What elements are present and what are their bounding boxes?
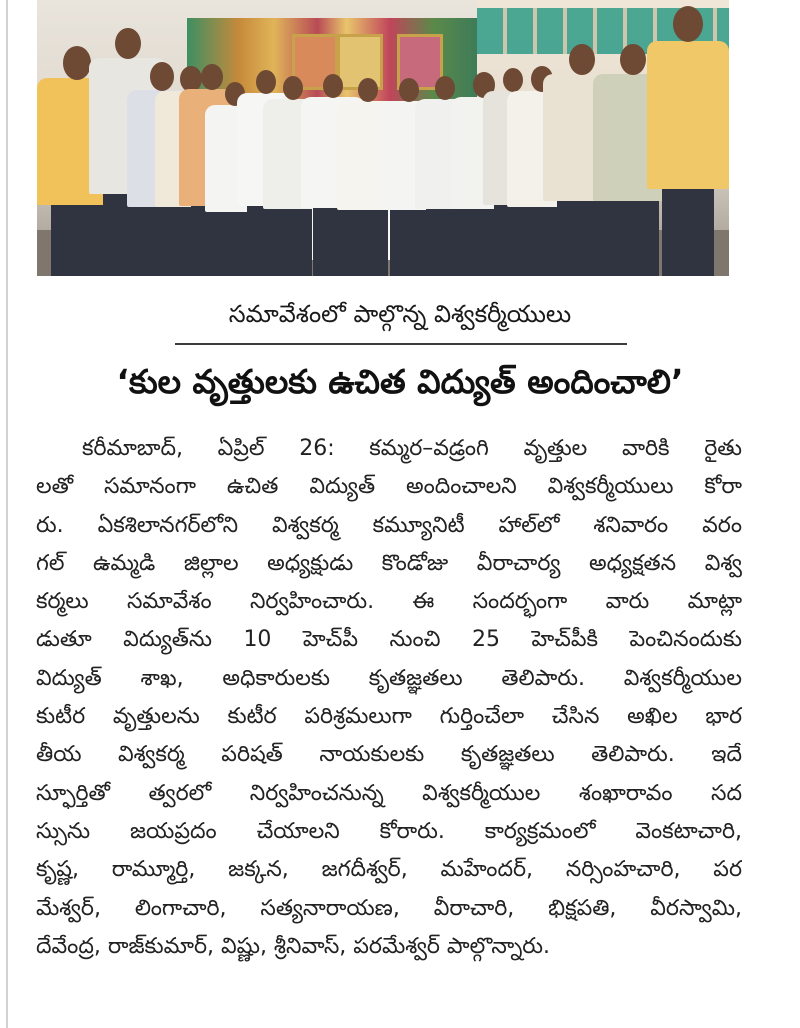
body-line: కర్మలు సమావేశం నిర్వహించారు. ఈ సందర్భంగా వారు మాట్లా xyxy=(36,589,742,615)
photo-person-body xyxy=(647,41,729,190)
body-line: మేశ్వర్, లింగాచారి, సత్యనారాయణ, వీరాచారి, భిక్షపతి, వీరస్వామి, xyxy=(36,895,742,921)
photo-person-head xyxy=(63,46,91,80)
body-line: విద్యుత్ శాఖ, అధికారులకు కృతజ్ఞతలు తెలిపారు. విశ్వకర్మీయుల xyxy=(36,665,742,691)
body-line: స్ఫూర్తితో త్వరలో నిర్వహించనున్న విశ్వకర్మీయుల శంఖారావం సద xyxy=(36,780,742,806)
body-line: గల్ ఉమ్మడి జిల్లాల అధ్యక్షుడు కొండోజు వీరాచార్య అధ్యక్షతన విశ్వ xyxy=(36,550,742,576)
photo-person-head xyxy=(283,76,303,100)
article-headline: ‘కుల వృత్తులకు ఉచిత విద్యుత్ అందించాలి’ xyxy=(116,362,684,401)
photo-person-head xyxy=(569,44,595,75)
photo-person-legs xyxy=(662,185,714,276)
caption-underline xyxy=(175,343,627,345)
body-line: దేవేంద్ర, రాజ్‌కుమార్, విష్ణు, శ్రీనివాస్, పరమేశ్వర్ పాల్గొన్నారు. xyxy=(36,933,550,959)
body-line: కరీమాబాద్, ఏప్రిల్ 26: కమ్మర–వడ్రంగి వృత్తుల వారికి రైతు xyxy=(82,436,742,461)
photo-caption: సమావేశంలో పాల్గొన్న విశ్వకర్మీయులు xyxy=(228,300,572,328)
body-line: స్సును జయప్రదం చేయాలని కోరారు. కార్యక్రమంలో వెంకటాచారి, xyxy=(36,818,742,844)
body-line: డుతూ విద్యుత్‌ను 10 హెచ్‌పీ నుంచి 25 హెచ్‌పీకి పెంచినందుకు xyxy=(36,627,742,653)
body-line: తీయ విశ్వకర్మ పరిషత్ నాయకులకు కృతజ్ఞతలు తెలిపారు. ఇదే xyxy=(36,742,742,768)
body-line: కృష్ణ, రామ్మూర్తి, జక్కన, జగదీశ్వర్, మహేందర్, నర్సింహచారి, పర xyxy=(36,857,742,883)
article-body xyxy=(36,430,742,966)
photo-person-head xyxy=(358,78,378,102)
photo-person-head xyxy=(673,6,703,42)
group-photo xyxy=(37,0,729,276)
body-line: లతో సమానంగా ఉచిత విద్యుత్ అందించాలని విశ్వకర్మీయులు కోరా xyxy=(36,474,742,500)
photo-person-head xyxy=(115,28,141,59)
photo-person-head xyxy=(620,44,646,75)
photo-person xyxy=(647,6,729,276)
body-line: రు. ఏకశిలానగర్‌లోని విశ్వకర్మ కమ్యూనిటీ హాల్‌లో శనివారం వరం xyxy=(36,512,742,538)
left-border-rule xyxy=(6,0,8,1028)
body-line: కుటీర వృత్తులను కుటీర పరిశ్రమలుగా గుర్తించేలా చేసిన అఖిల భార xyxy=(36,704,742,730)
